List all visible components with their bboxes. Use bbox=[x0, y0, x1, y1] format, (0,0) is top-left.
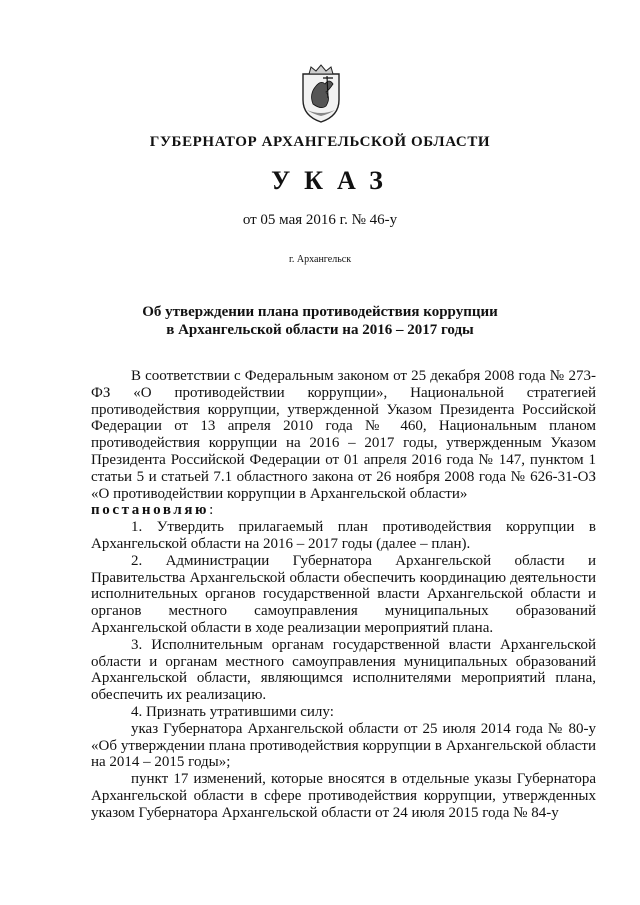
decree-line bbox=[91, 502, 596, 519]
decree-word: постановляю bbox=[91, 502, 210, 519]
document-city: г. Архангельск bbox=[288, 254, 352, 265]
document-title-line: Об утверждении плана противодействия коррупции bbox=[142, 304, 498, 320]
document-title bbox=[0, 303, 640, 339]
preamble-paragraph: В соответствии с Федеральным законом от 25 декабря 2008 года № 273-ФЗ «О противодействии коррупции», Национальной стратегией противодействия коррупции, утвержденной Указом Президента Российской Федерации от 13 апреля 2010 года № 460, Национальным планом противодействия коррупции на 2016 – 2017 годы, утвержденным Указом Президента Российской Федерации от 01 апреля 2016 года № 147, пунктом 1 статьи 5 и статьей 7.1 областного закона от 26 ноября 2008 года № 626-31-ОЗ «О противодействии коррупции в Архангельской области» bbox=[91, 368, 596, 502]
clause-paragraph: 1. Утвердить прилагаемый план противодействия коррупции в Архангельской области на 2016 – 2017 годы (далее – план). bbox=[91, 519, 596, 552]
document-type: УКАЗ bbox=[271, 166, 397, 195]
issuer-heading: ГУБЕРНАТОР АРХАНГЕЛЬСКОЙ ОБЛАСТИ bbox=[149, 134, 491, 150]
document-body bbox=[91, 368, 596, 822]
document-date-number: от 05 мая 2016 г. № 46-у bbox=[242, 212, 398, 228]
document-title-line: в Архангельской области на 2016 – 2017 годы bbox=[166, 322, 474, 338]
clause-paragraph: 2. Администрации Губернатора Архангельской области и Правительства Архангельской области обеспечить координацию деятельности исполнительных органов государственной власти Архангельской области и органов местного самоуправления муниципальных образований Архангельской области в ходе реализации мероприятий плана. bbox=[91, 552, 596, 636]
decree-colon: : bbox=[209, 502, 214, 519]
coat-of-arms-icon bbox=[299, 64, 343, 124]
clause-paragraph: 4. Признать утратившими силу: bbox=[131, 703, 334, 720]
clause-paragraph: 3. Исполнительным органам государственной власти Архангельской области и органам местного самоуправления муниципальных образований Архангельской области, являющимся исполнителями мероприятий плана, обеспечить их реализацию. bbox=[91, 636, 596, 704]
subclause-paragraph: пункт 17 изменений, которые вносятся в отдельные указы Губернатора Архангельской области в сфере противодействия коррупции, утвержденных указом Губернатора Архангельской области от 24 июля 2015 года № 84-у bbox=[91, 771, 596, 821]
subclause-paragraph: указ Губернатора Архангельской области от 25 июля 2014 года № 80-у «Об утверждении плана противодействия коррупции в Архангельской области на 2014 – 2015 годы»; bbox=[91, 720, 596, 771]
